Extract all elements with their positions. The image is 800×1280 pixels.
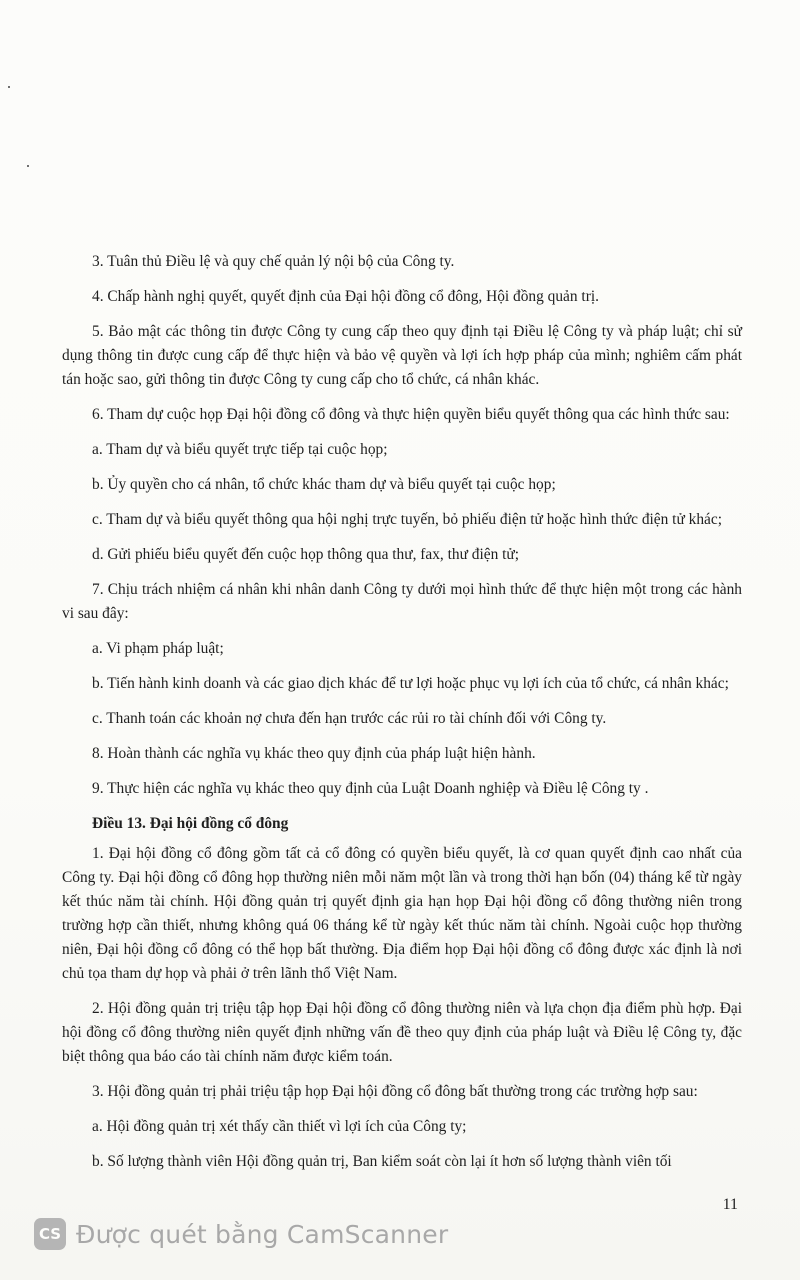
paragraph-8: 8. Hoàn thành các nghĩa vụ khác theo quy định của pháp luật hiện hành. bbox=[92, 745, 536, 762]
scan-speck bbox=[27, 165, 29, 167]
paragraph-6c: c. Tham dự và biểu quyết thông qua hội nghị trực tuyến, bỏ phiếu điện tử hoặc hình thức điện tử khác; bbox=[92, 511, 722, 528]
paragraph-7a: a. Vi phạm pháp luật; bbox=[92, 640, 224, 657]
paragraph-4: 4. Chấp hành nghị quyết, quyết định của Đại hội đồng cổ đông, Hội đồng quản trị. bbox=[92, 288, 599, 305]
camscanner-logo-icon: CS bbox=[34, 1218, 66, 1250]
paragraph-3: 3. Tuân thủ Điều lệ và quy chế quản lý nội bộ của Công ty. bbox=[92, 253, 455, 270]
paragraph-6: 6. Tham dự cuộc họp Đại hội đồng cổ đông và thực hiện quyền biểu quyết thông qua các hình thức sau: bbox=[92, 406, 730, 423]
article-paragraph-3b: b. Số lượng thành viên Hội đồng quản trị, Ban kiểm soát còn lại ít hơn số lượng thành viên tối bbox=[92, 1153, 672, 1170]
camscanner-watermark bbox=[34, 1218, 448, 1250]
paragraph-7b: b. Tiến hành kinh doanh và các giao dịch khác để tư lợi hoặc phục vụ lợi ích của tổ chức, cá nhân khác; bbox=[92, 675, 729, 692]
article-heading: Điều 13. Đại hội đồng cổ đông bbox=[92, 815, 289, 832]
paragraph-5: 5. Bảo mật các thông tin được Công ty cung cấp theo quy định tại Điều lệ Công ty và pháp luật; chỉ sử dụng thông tin được cung cấp để thực hiện và bảo vệ quyền và lợi ích hợp pháp của mình; nghiêm cấm phát tán hoặc sao, gửi thông tin được Công ty cung cấp cho tổ chức, cá nhân khác. bbox=[62, 323, 742, 388]
paragraph-6a: a. Tham dự và biểu quyết trực tiếp tại cuộc họp; bbox=[92, 441, 388, 458]
watermark-text: Được quét bằng CamScanner bbox=[76, 1219, 449, 1249]
paragraph-7c: c. Thanh toán các khoản nợ chưa đến hạn trước các rủi ro tài chính đối với Công ty. bbox=[92, 710, 607, 727]
article-paragraph-2: 2. Hội đồng quản trị triệu tập họp Đại hội đồng cổ đông thường niên và lựa chọn địa điểm phù hợp. Đại hội đồng cổ đông thường niên quyết định những vấn đề theo quy định của pháp luật và Điều lệ Công ty, đặc biệt thông qua báo cáo tài chính năm được kiểm toán. bbox=[62, 1000, 742, 1065]
paragraph-9: 9. Thực hiện các nghĩa vụ khác theo quy định của Luật Doanh nghiệp và Điều lệ Công ty . bbox=[92, 780, 649, 797]
scan-speck bbox=[8, 86, 10, 88]
article-paragraph-3a: a. Hội đồng quản trị xét thấy cần thiết vì lợi ích của Công ty; bbox=[92, 1118, 467, 1135]
paragraph-6b: b. Ủy quyền cho cá nhân, tổ chức khác tham dự và biểu quyết tại cuộc họp; bbox=[92, 476, 556, 493]
document-body bbox=[62, 250, 742, 1185]
page-number: 11 bbox=[722, 1196, 738, 1213]
article-paragraph-1: 1. Đại hội đồng cổ đông gồm tất cả cổ đông có quyền biểu quyết, là cơ quan quyết định cao nhất của Công ty. Đại hội đồng cổ đông họp thường niên mỗi năm một lần và trong thời hạn bốn (04) tháng kể từ ngày kết thúc năm tài chính. Hội đồng quản trị quyết định gia hạn họp Đại hội đồng cổ đông thường niên trong trường hợp cần thiết, nhưng không quá 06 tháng kể từ ngày kết thúc năm tài chính. Ngoài cuộc họp thường niên, Đại hội đồng cổ đông có thể họp bất thường. Địa điểm họp Đại hội đồng cổ đông được xác định là nơi chủ tọa tham dự họp và phải ở trên lãnh thổ Việt Nam. bbox=[62, 845, 742, 982]
paragraph-6d: d. Gửi phiếu biểu quyết đến cuộc họp thông qua thư, fax, thư điện tử; bbox=[92, 546, 520, 563]
paragraph-7: 7. Chịu trách nhiệm cá nhân khi nhân danh Công ty dưới mọi hình thức để thực hiện một trong các hành vi sau đây: bbox=[62, 581, 742, 622]
article-paragraph-3: 3. Hội đồng quản trị phải triệu tập họp Đại hội đồng cổ đông bất thường trong các trường hợp sau: bbox=[92, 1083, 698, 1100]
